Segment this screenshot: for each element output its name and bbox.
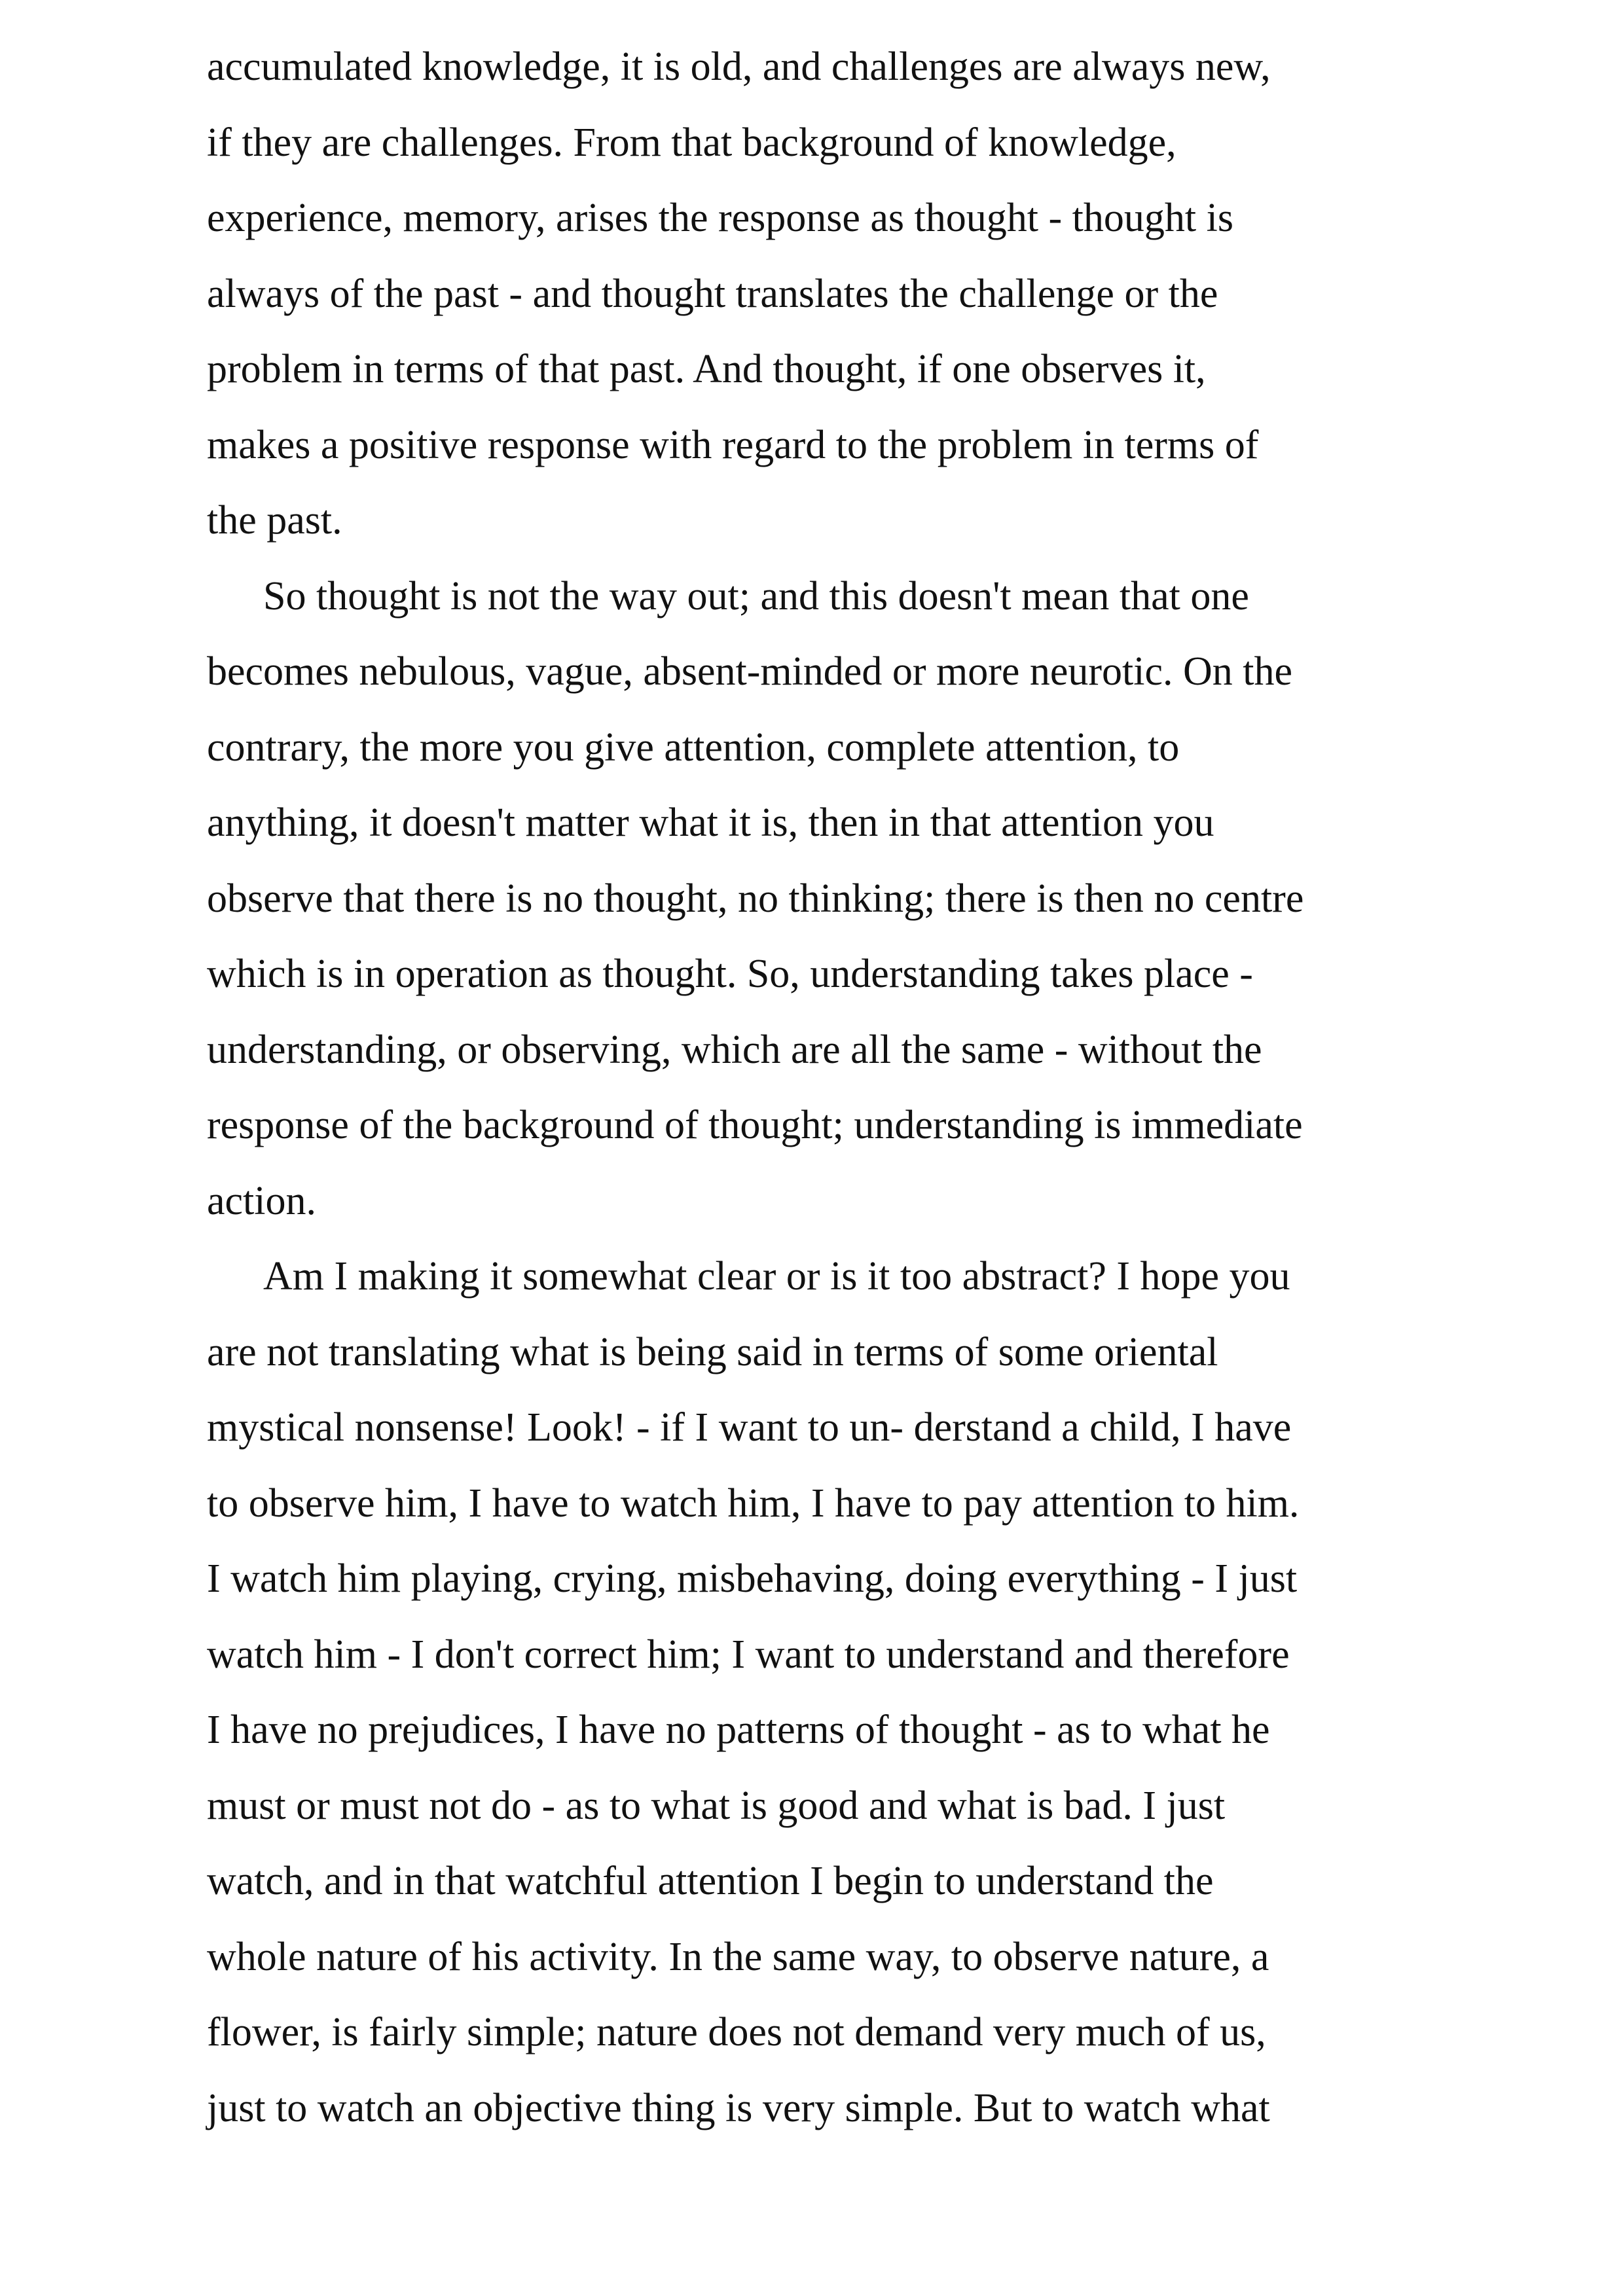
text-line: makes a positive response with regard to the problem in terms of [207,422,1259,467]
text-line: response of the background of thought; understanding is immediate [207,1103,1303,1147]
text-line: to observe him, I have to watch him, I have to pay attention to him. [207,1480,1300,1526]
text-line: if they are challenges. From that background of knowledge, [207,120,1176,165]
text-line: which is in operation as thought. So, understanding takes place - [207,952,1253,996]
text-line: the past. [207,498,342,543]
text-line: action. [207,1178,316,1223]
text-line: must or must not do - as to what is good and what is bad. I just [207,1783,1226,1828]
body-text [207,29,1438,2146]
paragraph-3 [207,1239,1438,2146]
text-line: flower, is fairly simple; nature does not demand very much of us, [207,2010,1266,2054]
text-line: problem in terms of that past. And thought, if one observes it, [207,347,1206,391]
text-line: just to watch an objective thing is very simple. But to watch what [207,2085,1270,2130]
text-line: understanding, or observing, which are all the same - without the [207,1027,1262,1072]
text-line: becomes nebulous, vague, absent-minded or more neurotic. On the [207,649,1293,694]
paragraph-2 [207,559,1438,1240]
text-line: watch, and in that watchful attention I begin to understand the [207,1859,1214,1903]
text-line-indented: Am I making it somewhat clear or is it too abstract? I hope you [263,1254,1290,1299]
text-line: accumulated knowledge, it is old, and challenges are always new, [207,45,1271,89]
text-line: I watch him playing, crying, misbehaving, doing everything - I just [207,1556,1298,1601]
text-line: experience, memory, arises the response as thought - thought is [207,196,1233,240]
paragraph-1 [207,29,1438,559]
text-line-indented: So thought is not the way out; and this doesn't mean that one [263,573,1249,619]
text-line: anything, it doesn't matter what it is, then in that attention you [207,800,1214,845]
text-line: watch him - I don't correct him; I want to understand and therefore [207,1632,1290,1677]
text-line: I have no prejudices, I have no patterns of thought - as to what he [207,1708,1270,1752]
text-line: observe that there is no thought, no thinking; there is then no centre [207,876,1304,921]
text-line: mystical nonsense! Look! - if I want to un- derstand a child, I have [207,1405,1292,1450]
text-line: always of the past - and thought translates the challenge or the [207,271,1218,316]
text-line: are not translating what is being said in terms of some oriental [207,1329,1218,1374]
text-line: whole nature of his activity. In the same way, to observe nature, a [207,1934,1269,1979]
text-line: contrary, the more you give attention, complete attention, to [207,725,1180,770]
